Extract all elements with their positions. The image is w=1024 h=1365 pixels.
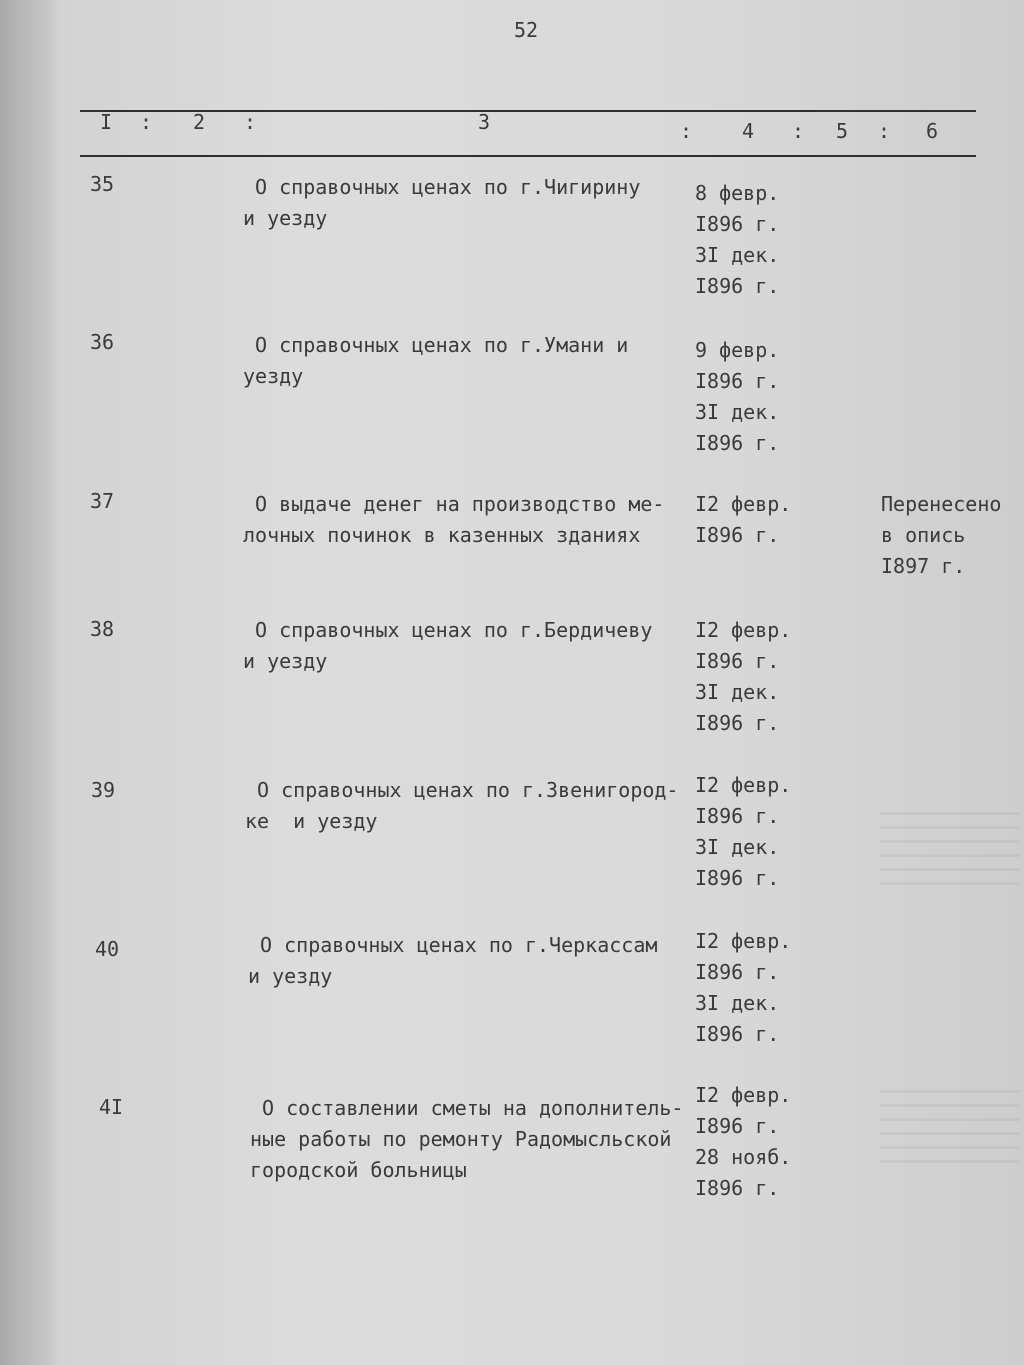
- header-separator: :: [792, 119, 805, 143]
- row-description: О составлении сметы на дополнитель- ные работы по ремонту Радомысльской городской больницы: [250, 1096, 684, 1182]
- row-dates: I2 февр. I896 г.: [695, 492, 792, 547]
- header-col-3: 3: [478, 110, 491, 134]
- row-description: О справочных ценах по г.Черкассам и уезду: [248, 933, 658, 988]
- row-note: Перенесено в опись I897 г.: [881, 492, 1002, 578]
- row-description: О справочных ценах по г.Чигирину и уезду: [243, 175, 641, 230]
- row-description: О выдаче денег на производство ме- лочных починок в казенных зданиях: [243, 492, 665, 547]
- row-dates: I2 февр. I896 г. 3I дек. I896 г.: [695, 618, 792, 735]
- header-separator: :: [244, 110, 257, 134]
- row-number: 39: [91, 778, 116, 802]
- row-description: О справочных ценах по г.Звенигород- ке и уезду: [245, 778, 679, 833]
- header-col-2: 2: [193, 110, 206, 134]
- row-dates: 9 февр. I896 г. 3I дек. I896 г.: [695, 338, 780, 455]
- table-header-top-rule: [80, 110, 976, 112]
- header-col-1: I: [100, 110, 113, 134]
- header-col-5: 5: [836, 119, 849, 143]
- row-description: О справочных ценах по г.Бердичеву и уезду: [243, 618, 653, 673]
- page-number: 52: [514, 18, 539, 42]
- page-binding-shadow: [0, 0, 58, 1365]
- row-dates: I2 февр. I896 г. 3I дек. I896 г.: [695, 929, 792, 1046]
- row-number: 37: [90, 489, 115, 513]
- row-number: 4I: [99, 1095, 124, 1119]
- row-number: 35: [90, 172, 115, 196]
- header-separator: :: [140, 110, 153, 134]
- row-number: 36: [90, 330, 115, 354]
- row-dates: 8 февр. I896 г. 3I дек. I896 г.: [695, 181, 780, 298]
- header-col-6: 6: [926, 119, 939, 143]
- row-number: 40: [95, 937, 120, 961]
- faded-note-bleedthrough: [880, 812, 1020, 892]
- header-separator: :: [878, 119, 891, 143]
- header-separator: :: [680, 119, 693, 143]
- table-header-bottom-rule: [80, 155, 976, 157]
- row-dates: I2 февр. I896 г. 3I дек. I896 г.: [695, 773, 792, 890]
- row-description: О справочных ценах по г.Умани и уезду: [243, 333, 629, 388]
- row-number: 38: [90, 617, 115, 641]
- header-col-4: 4: [742, 119, 755, 143]
- faded-note-bleedthrough: [880, 1090, 1020, 1170]
- row-dates: I2 февр. I896 г. 28 нояб. I896 г.: [695, 1083, 792, 1200]
